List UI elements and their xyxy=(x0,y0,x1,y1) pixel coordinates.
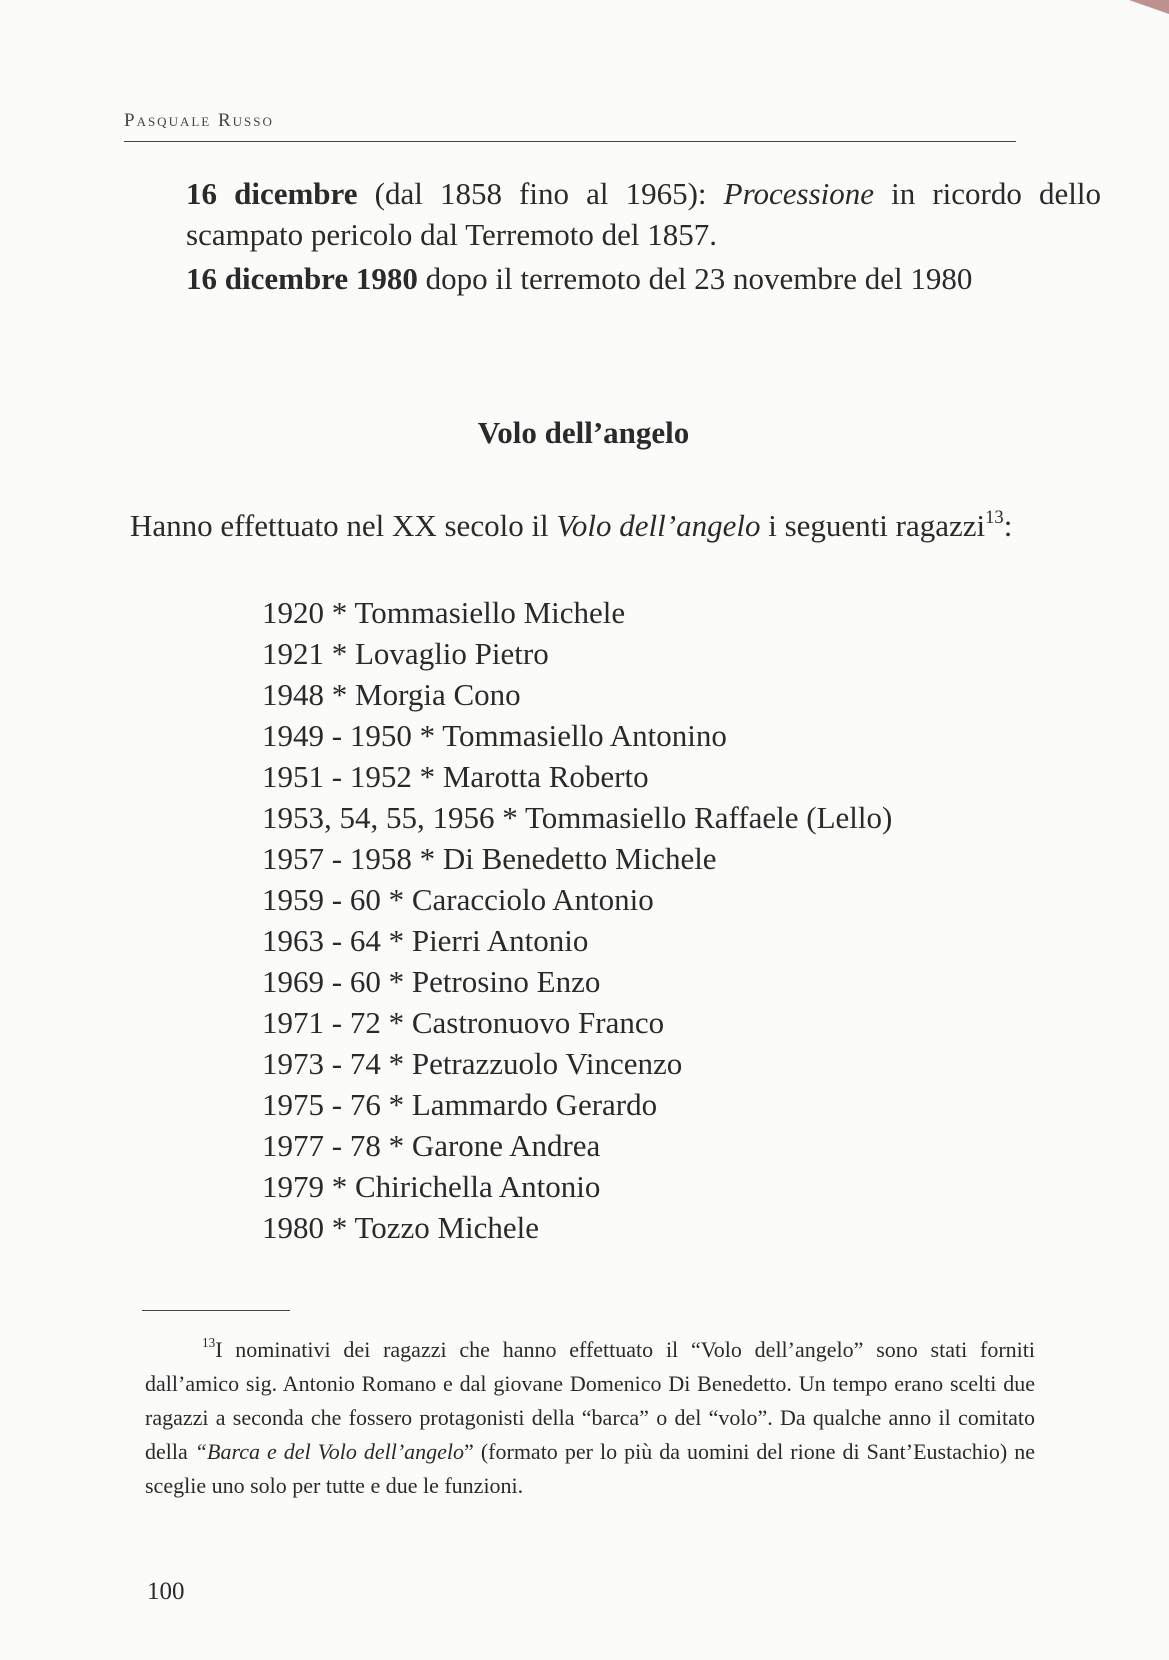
paragraph-procession xyxy=(126,173,1101,255)
running-head-author: Pasquale Russo xyxy=(124,110,274,131)
header-rule xyxy=(124,141,1016,142)
paragraph-text: (dal 1858 fino al 1965): xyxy=(357,176,724,211)
intro-text: : xyxy=(1003,508,1013,543)
footnote-text: I nominativi dei ragazzi che hanno effettuato il “Volo dell’angelo” sono stati forniti dall’amico sig. Antonio Romano e dal giovane Domenico Di Benedetto. Un tempo erano scelti due ragazzi a seconda che fossero protagonisti della “barca” o del “volo”. Da qualche anno il comitato della xyxy=(145,1337,1035,1464)
list-item: 1979 * Chirichella Antonio xyxy=(262,1169,601,1204)
section-title: Volo dell’angelo xyxy=(477,415,690,450)
footnote-italic: “Barca e del Volo dell’angelo xyxy=(194,1439,465,1464)
intro-text: Hanno effettuato nel XX secolo il xyxy=(130,508,557,543)
list-item: 1963 - 64 * Pierri Antonio xyxy=(262,923,589,958)
list-item: 1971 - 72 * Castronuovo Franco xyxy=(262,1005,665,1040)
list-item: 1949 - 1950 * Tommasiello Antonino xyxy=(262,718,727,753)
list-item: 1951 - 1952 * Marotta Roberto xyxy=(262,759,649,794)
angel-flight-list xyxy=(262,592,892,1248)
intro-italic: Volo dell’angelo xyxy=(556,508,761,543)
footnote-text: ” (formato per lo più da uomini del rione di Sant’Eustachio) ne sceglie uno solo per tutte e due le funzioni. xyxy=(145,1439,1035,1498)
list-item: 1920 * Tommasiello Michele xyxy=(262,595,626,630)
list-item: 1957 - 1958 * Di Benedetto Michele xyxy=(262,841,717,876)
paragraph-italic: Processione xyxy=(723,176,875,211)
list-item: 1973 - 74 * Petrazzuolo Vincenzo xyxy=(262,1046,683,1081)
paragraph-earthquake-1980 xyxy=(126,258,1101,299)
date-bold: 16 dicembre 1980 xyxy=(186,261,418,296)
page-corner-mark xyxy=(1129,0,1169,14)
list-item: 1948 * Morgia Cono xyxy=(262,677,521,712)
list-item: 1959 - 60 * Caracciolo Antonio xyxy=(262,882,654,917)
intro-text: i seguenti ragazzi xyxy=(760,508,986,543)
list-item: 1980 * Tozzo Michele xyxy=(262,1210,540,1245)
footnote xyxy=(145,1333,1035,1503)
list-item: 1975 - 76 * Lammardo Gerardo xyxy=(262,1087,658,1122)
list-item: 1921 * Lovaglio Pietro xyxy=(262,636,549,671)
list-item: 1953, 54, 55, 1956 * Tommasiello Raffaele (Lello) xyxy=(262,800,893,835)
paragraph-text: dopo il terremoto del 23 novembre del 1980 xyxy=(417,261,973,296)
list-item: 1969 - 60 * Petrosino Enzo xyxy=(262,964,601,999)
paragraph-intro xyxy=(130,505,1020,546)
paragraph-text: in ricordo dello scampato pericolo dal Terremoto del 1857. xyxy=(186,176,1101,252)
page-number: 100 xyxy=(147,1578,185,1605)
footnote-number: 13 xyxy=(202,1335,216,1351)
list-item: 1977 - 78 * Garone Andrea xyxy=(262,1128,601,1163)
footnote-separator xyxy=(142,1310,290,1311)
date-bold: 16 dicembre xyxy=(186,176,358,211)
footnote-reference: 13 xyxy=(985,506,1004,528)
